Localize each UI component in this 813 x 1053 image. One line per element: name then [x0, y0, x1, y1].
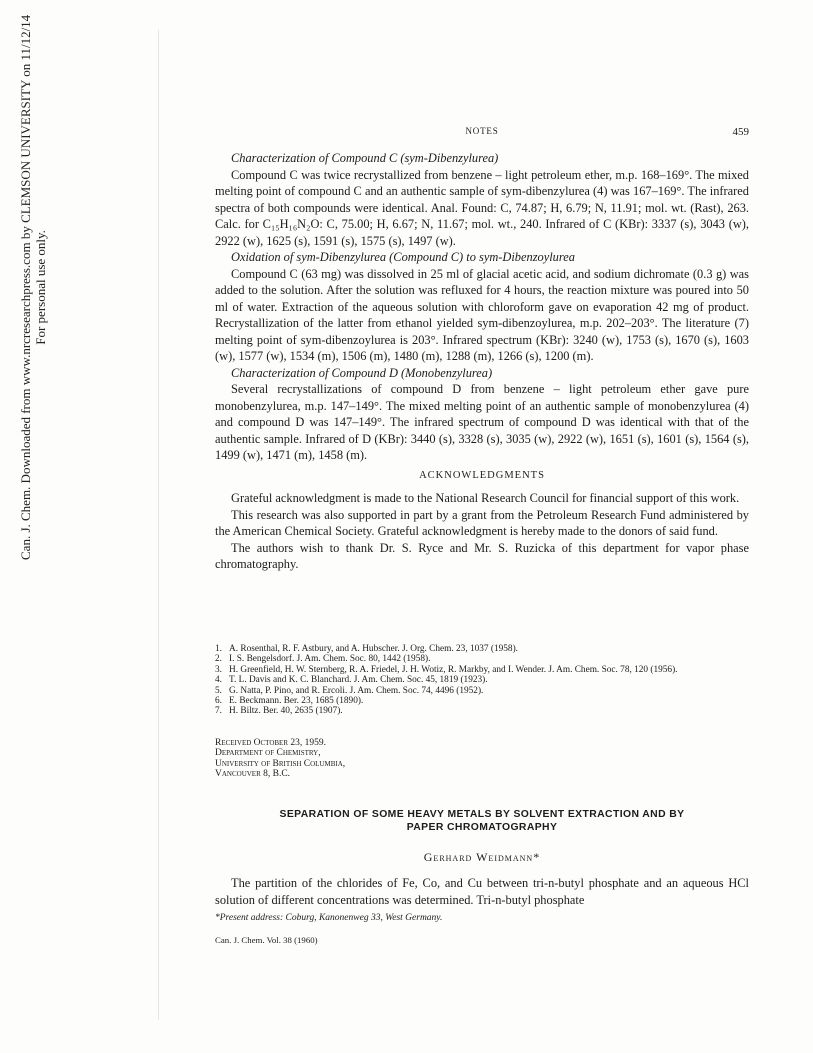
acknowledgment-paragraph: The authors wish to thank Dr. S. Ryce and Mr. S. Ruzicka of this department for vapor phase chromatography.: [215, 540, 749, 571]
reference-number: 1.: [215, 644, 222, 654]
reference-item: [215, 675, 749, 685]
paragraph-compound-d: Several recrystallizations of compound D from benzene – light petroleum ether gave pure monobenzylurea, m.p. 147–149°. The mixed melting point of an authentic sample of monobenzylurea (4) and compound D was 147–149°. The infrared spectrum of compound D was identical with that of the authentic sample. Infrared of D (KBr): 3440 (s), 3328 (s), 3035 (w), 2922 (w), 1651 (s), 1601 (s), 1564 (s), 1499 (w), 1471 (m), 1458 (m).: [215, 382, 749, 462]
section-heading-oxidation: Oxidation of sym-Dibenzylurea (Compound C) to sym-Dibenzoylurea: [231, 250, 575, 264]
reference-text: G. Natta, P. Pino, and R. Ercoli. J. Am. Chem. Soc. 74, 4496 (1952).: [229, 685, 484, 696]
watermark-line-1: Can. J. Chem. Downloaded from www.nrcresearchpress.com by CLEMSON UNIVERSITY on 11/12/14: [18, 14, 33, 560]
reference-text: H. Greenfield, H. W. Sternberg, R. A. Friedel, J. H. Wotiz, R. Markby, and I. Wender. J. Am. Chem. Soc. 78, 120 (1956).: [229, 664, 678, 675]
section-heading-compound-d: Characterization of Compound D (Monobenzylurea): [231, 365, 493, 380]
reference-item: [215, 686, 749, 696]
reference-item: [215, 665, 749, 675]
reference-text: E. Beckmann. Ber. 23, 1685 (1890).: [229, 696, 364, 707]
running-head-title: NOTES: [465, 126, 499, 136]
reference-item: [215, 654, 749, 664]
reference-number: 3.: [215, 664, 222, 675]
reference-text: T. L. Davis and K. C. Blanchard. J. Am. Chem. Soc. 45, 1819 (1923).: [229, 675, 488, 686]
page-number: 459: [732, 126, 749, 138]
article-title-line: PAPER CHROMATOGRAPHY: [406, 822, 558, 833]
paragraph-oxidation: Compound C (63 mg) was dissolved in 25 ml of glacial acetic acid, and sodium dichromate (0.3 g) was added to the solution. After the solution was refluxed for 4 hours, the reaction mixture was poured into 50 ml of water. Extraction of the aqueous solution with chloroform gave on evaporation 42 mg of product. Recrystallization of the latter from ethanol yielded sym-dibenzoylurea, m.p. 202–203°. The literature (7) melting point of sym-dibenzoylurea is 203°. Infrared spectrum (KBr): 3240 (w), 1753 (s), 1670 (s), 1603 (w), 1577 (w), 1534 (m), 1506 (m), 1480 (m), 1288 (m), 1266 (s), 1200 (m).: [215, 266, 749, 363]
acknowledgment-paragraph: Grateful acknowledgment is made to the National Research Council for financial support of this work.: [231, 491, 740, 505]
section-heading-compound-c: Characterization of Compound C (sym-Dibenzylurea): [231, 151, 499, 165]
acknowledgments-heading: ACKNOWLEDGMENTS: [419, 469, 545, 481]
reference-text: I. S. Bengelsdorf. J. Am. Chem. Soc. 80, 1442 (1958).: [229, 654, 431, 665]
author-footnote: *Present address: Coburg, Kanonenweg 33, West Germany.: [215, 913, 443, 923]
author-address: [215, 738, 345, 780]
watermark-line-2: For personal use only.: [33, 230, 48, 345]
reference-list: [215, 644, 749, 717]
running-head: [215, 126, 749, 140]
reference-number: 2.: [215, 654, 222, 665]
university: University of British Columbia,: [215, 758, 346, 769]
department: Department of Chemistry,: [215, 748, 321, 759]
reference-number: 7.: [215, 706, 222, 717]
article-opening-paragraph: The partition of the chlorides of Fe, Co, and Cu between tri-n-butyl phosphate and an aqueous HCl solution of different concentrations was determined. Tri-n-butyl phosphate: [215, 876, 749, 907]
article-author: Gerhard Weidmann*: [423, 850, 541, 864]
reference-item: [215, 644, 749, 654]
received-date: Received October 23, 1959.: [215, 738, 326, 748]
margin-rule: [158, 30, 159, 1020]
reference-item: [215, 696, 749, 706]
paragraph-compound-c: Compound C was twice recrystallized from benzene – light petroleum ether, m.p. 168–169°. The mixed melting point of compound C and an authentic sample of sym-dibenzylurea (4) was 167–169°. The infrared spectra of both compounds were identical. Anal. Found: C, 74.87; H, 6.79; N, 11.91; mol. wt. (Rast), 263. Calc. for C₁₅H₁₆N₂O: C, 75.00; H, 6.67; N, 11.67; mol. wt., 240. Infrared of C (KBr): 3337 (s), 3043 (w), 2922 (w), 1625 (s), 1591 (s), 1575 (s), 1497 (w).: [215, 167, 749, 248]
city: Vancouver 8, B.C.: [215, 769, 291, 780]
reference-number: 6.: [215, 696, 222, 707]
reference-text: A. Rosenthal, R. F. Astbury, and A. Hubscher. J. Org. Chem. 23, 1037 (1958).: [229, 644, 518, 654]
acknowledgment-paragraph: This research was also supported in part by a grant from the Petroleum Research Fund administered by the American Chemical Society. Grateful acknowledgment is hereby made to the donors of said fund.: [215, 507, 749, 538]
notes-body: [215, 150, 749, 573]
reference-text: H. Biltz. Ber. 40, 2635 (1907).: [229, 706, 343, 717]
reference-number: 5.: [215, 685, 222, 696]
article-title: [215, 808, 749, 834]
journal-citation: Can. J. Chem. Vol. 38 (1960): [215, 935, 318, 945]
article-title-line: SEPARATION OF SOME HEAVY METALS BY SOLVENT EXTRACTION AND BY: [279, 809, 685, 820]
reference-number: 4.: [215, 675, 222, 686]
reference-item: [215, 706, 749, 716]
